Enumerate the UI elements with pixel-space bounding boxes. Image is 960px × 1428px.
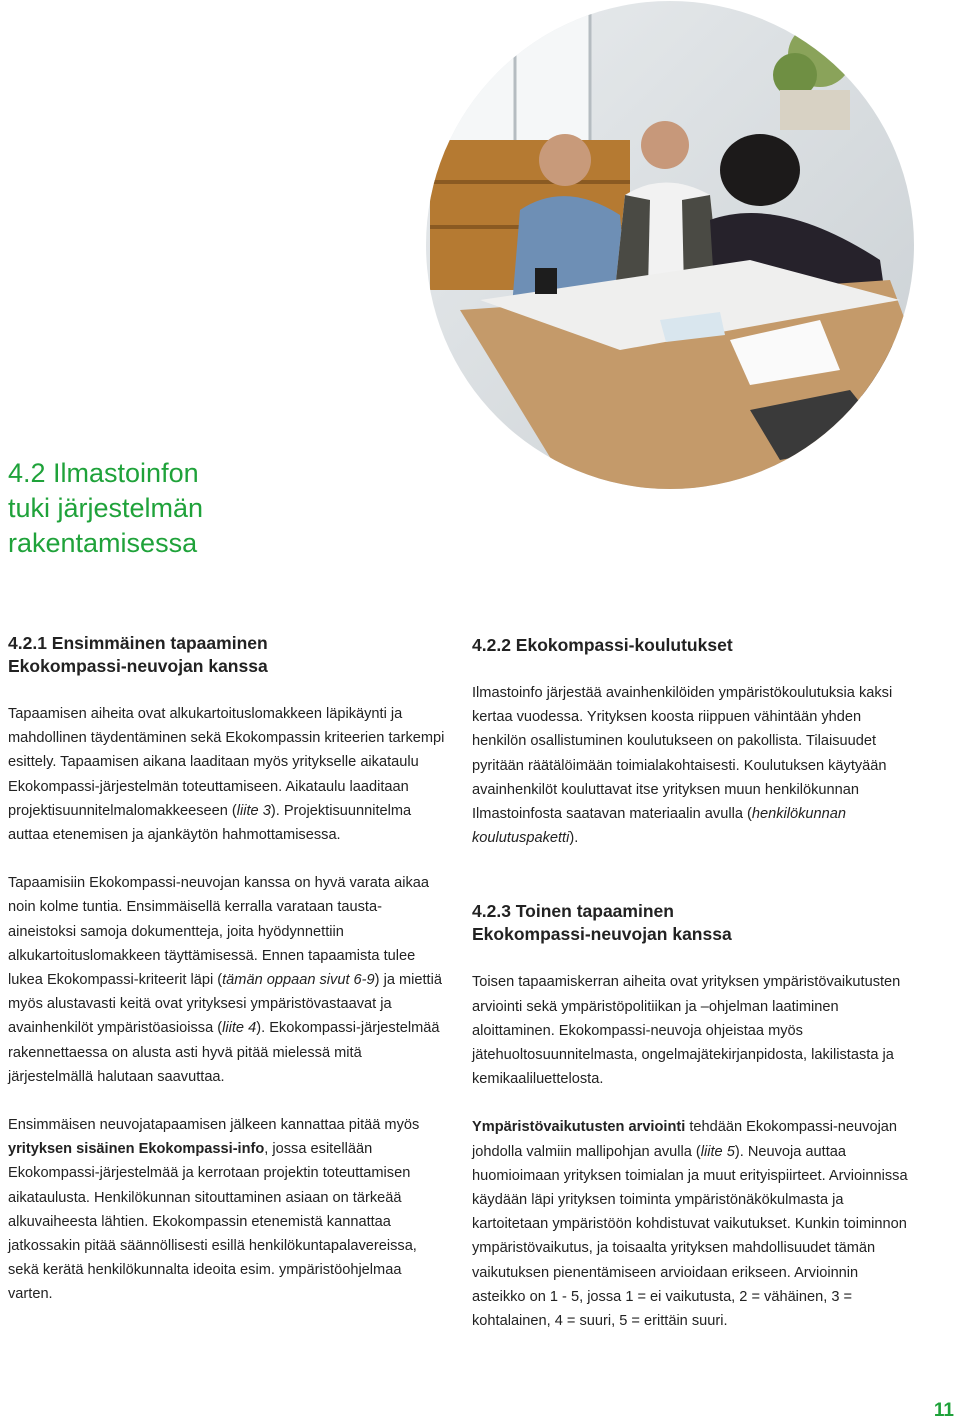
text-run-italic: liite 4 [222,1020,257,1037]
main-heading-line-3: rakentamisessa [8,528,198,558]
text-run-italic: liite 5 [700,1143,735,1160]
text-run: ). Projektisuunnitelma auttaa etenemisen ja ajankäytön hahmottamisessa. [8,802,412,844]
section-1-title-line-2: Ekokompassi-neuvojan kanssa [8,656,268,676]
text-run: ) ja miettiä myös alustavasti keitä ovat yrityksesi ympäristövastaavat ja avainhenkilöt ympäristöasioissa ( [8,972,442,1037]
section-1-title-line-1: 4.2.1 Ensimmäinen tapaaminen [8,633,268,653]
text-run: ). Ekokompassi-järjestelmää rakennettaessa on alusta asti hyvä pitää mielessä mitä järjestelmällä halutaan saavuttaa. [8,1020,440,1085]
main-heading-line-1: 4.2 Ilmastoinfon [8,458,199,488]
section-1-title [8,632,448,678]
section-1-paragraph-3 [8,1113,448,1307]
right-column [472,634,912,1333]
section-1-paragraph-1 [8,702,448,847]
section-2-title [472,634,912,657]
left-column [8,632,448,1307]
text-run-italic: henkilökunnan koulutuspaketti [472,806,846,847]
text-run-italic: liite 3 [236,802,271,819]
section-3-title-line-2: Ekokompassi-neuvojan kanssa [472,924,732,945]
text-run: Tapaamisiin Ekokompassi-neuvojan kanssa on hyvä varata aikaa noin kolme tuntia. Ensimmäisellä kerralla varataan tausta-aineistoksi samoja dokumentteja, joita hyödynnettiin alkukartoituslomakkeen täyttämisessä. Ennen tapaamista tulee lukea Ekokompassi-kriteerit läpi ( [8,875,430,989]
section-1-paragraph-2 [8,871,448,1089]
text-run: Tapaamisen aiheita ovat alkukartoituslomakkeen läpikäynti ja mahdollinen täydentäminen sekä Ekokompassin kriteerien tarkempi esittely. Tapaamisen aikana laaditaan myös yritykselle aikataulu Ekokompassi-järjestelmän toteuttamiseen. Aikataulu laaditaan projektisuunnitelmalomakkeeseen ( [8,706,445,819]
section-3-paragraph-1: Toisen tapaamiskerran aiheita ovat yrityksen ympäristövaikutusten arviointi sekä ympäristöpolitiikan ja –ohjelman laatiminen aloittaminen. Ekokompassi-neuvoja ohjeistaa myös jätehuoltosuunnitelmasta, ongelmajätekirjanpidosta, lakilistasta ja kemikaaliluettelosta. [472,974,901,1088]
text-run: tehdään Ekokompassi-neuvojan johdolla valmiin mallipohjan avulla ( [472,1119,898,1160]
meeting-photo [420,0,920,490]
text-run-italic: tämän oppaan sivut 6-9 [222,972,375,989]
text-run: , jossa esitellään Ekokompassi-järjestelmää ja kerrotaan projektin toteuttamisen aikataulusta. Henkilökunnan sitouttaminen asiaan on tärkeää alkuvaiheesta lähtien. Ekokompassin etenemistä kannattaa jatkossakin pitää säännöllisesti esillä henkilökuntapalavereissa, sekä kerätä henkilökunnalta ideoita esim. ympäristöohjelmaa varten. [8,1141,417,1303]
text-run-bold: yrityksen sisäinen Ekokompassi-info [8,1141,265,1158]
text-run: ). [569,830,579,847]
text-run-bold: Ympäristövaikutusten arviointi [472,1119,686,1136]
main-heading-line-2: tuki järjestelmän [8,493,204,523]
section-3-title [472,900,912,946]
section-2-paragraph [472,681,912,850]
text-run: ). Neuvoja auttaa huomioimaan yrityksen toimialan ja muut erityispiirteet. Arvioinnissa käydään läpi yrityksen toiminta ympäristönäkökulmasta ja kartoitetaan ympäristöön kohdistuvat vaikutukset. Kunkin toiminnon ympäristövaikutus, ja toisaalta yrityksen mahdollisuudet tämän vaikutuksen pienentämiseen arvioidaan erikseen. Arvioinnin asteikko on 1 - 5, jossa 1 = ei vaikutusta, 2 = vähäinen, 3 = kohtalainen, 4 = suuri, 5 = erittäin suuri. [472,1143,908,1330]
section-3-paragraph-2 [472,1115,912,1333]
page-number: 11 [933,1400,954,1421]
section-3-title-line-1: 4.2.3 Toinen tapaaminen [472,901,674,922]
text-run: Ensimmäisen neuvojatapaamisen jälkeen kannattaa pitää myös [8,1117,420,1134]
section-2-title-text: 4.2.2 Ekokompassi-koulutukset [472,635,733,655]
text-run: Ilmastoinfo järjestää avainhenkilöiden ympäristökoulutuksia kaksi kertaa vuodessa. Yrityksen koosta riippuen vähintään yhden henkilön osallistuminen koulutukseen on pakollista. Tilaisuudet pyritään räätälöimään toimialakohtaisesti. Koulutuksen käytyään avainhenkilöt kouluttavat itse yrityksen muun henkilökunnan Ilmastoinfosta saatavan materiaalin avulla ( [472,685,893,823]
main-heading [8,456,408,561]
